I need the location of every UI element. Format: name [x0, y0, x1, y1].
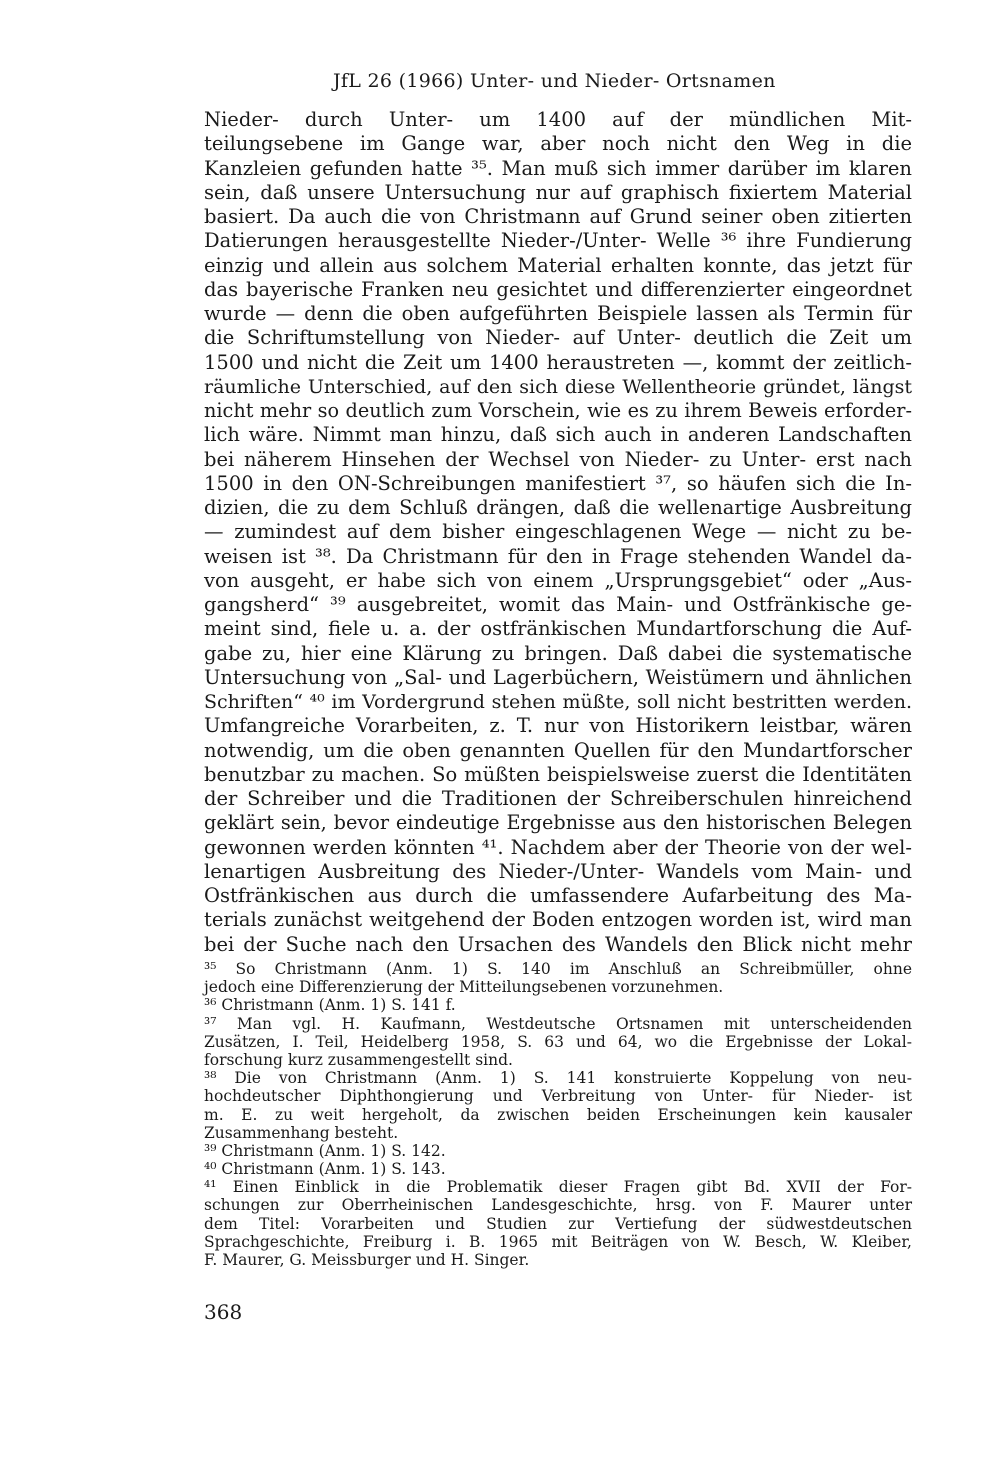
body-line: Umfangreiche Vorarbeiten, z. T. nur von Historikern leistbar, wären [204, 714, 912, 738]
body-line: wurde — denn die oben aufgeführten Beispiele lassen als Termin für [204, 302, 912, 325]
footnote-line: schungen zur Oberrheinischen Landesgeschichte, hrsg. von F. Maurer unter [204, 1196, 912, 1215]
body-line: notwendig, um die oben genannten Quellen für den Mundartforscher [204, 738, 912, 762]
body-line: sein, daß unsere Untersuchung nur auf graphisch fixiertem Material [204, 180, 912, 204]
footnote-line: ⁴⁰ Christmann (Anm. 1) S. 143. [204, 1160, 446, 1179]
body-line: Nieder- durch Unter- um 1400 auf der mündlichen Mit- [204, 108, 912, 131]
body-line: gewonnen werden könnten ⁴¹. Nachdem aber der Theorie von der wel- [204, 835, 912, 859]
body-line: bei näherem Hinsehen der Wechsel von Nieder- zu Unter- erst nach [204, 447, 912, 471]
footnote-line: ⁴¹ Einen Einblick in die Problematik dieser Fragen gibt Bd. XVII der For- [204, 1178, 912, 1197]
footnotes [204, 960, 912, 1269]
body-line: Untersuchung von „Sal- und Lagerbüchern, Weistümern und ähnlichen [204, 665, 912, 689]
footnote-line: Zusätzen, I. Teil, Heidelberg 1958, S. 63 und 64, wo die Ergebnisse der Lokal- [204, 1032, 912, 1051]
footnote-line: ³⁷ Man vgl. H. Kaufmann, Westdeutsche Ortsnamen mit unterscheidenden [204, 1014, 912, 1033]
body-line: gabe zu, hier eine Klärung zu bringen. Daß dabei die systematische [204, 641, 912, 665]
body-line: weisen ist ³⁸. Da Christmann für den in Frage stehenden Wandel da- [204, 544, 912, 568]
body-line: der Schreiber und die Traditionen der Schreiberschulen hinreichend [204, 787, 912, 810]
footnote-line: dem Titel: Vorarbeiten und Studien zur Vertiefung der südwestdeutschen [204, 1214, 912, 1233]
body-line: basiert. Da auch die von Christmann auf Grund seiner oben zitierten [204, 205, 912, 228]
body-line: bei der Suche nach den Ursachen des Wandels den Blick nicht mehr [204, 932, 912, 956]
footnote-line: Sprachgeschichte, Freiburg i. B. 1965 mit Beiträgen von W. Besch, W. Kleiber, [204, 1232, 912, 1251]
body-line: das bayerische Franken neu gesichtet und differenzierter eingeordnet [204, 277, 912, 301]
footnote-line: ³⁵ So Christmann (Anm. 1) S. 140 im Anschluß an Schreibmüller, ohne [204, 960, 912, 978]
body-line: 1500 in den ON-Schreibungen manifestiert ³⁷, so häufen sich die In- [204, 471, 912, 495]
footnote-line: jedoch eine Differenzierung der Mitteilungsebenen vorzunehmen. [204, 978, 724, 997]
body-line: benutzbar zu machen. So müßten beispielsweise zuerst die Identitäten [204, 762, 912, 786]
body-line: Kanzleien gefunden hatte ³⁵. Man muß sich immer darüber im klaren [204, 156, 912, 180]
body-line: die Schriftumstellung von Nieder- auf Unter- deutlich die Zeit um [204, 326, 912, 350]
body-line: terials zunächst weitgehend der Boden entzogen worden ist, wird man [204, 908, 912, 932]
footnote-line: F. Maurer, G. Meissburger und H. Singer. [204, 1251, 530, 1269]
footnote-line: Zusammenhang besteht. [204, 1123, 399, 1142]
body-line: 1500 und nicht die Zeit um 1400 heraustreten —, kommt der zeitlich- [204, 350, 912, 374]
body-line: Schriften“ ⁴⁰ im Vordergrund stehen müßte, soll nicht bestritten werden. [204, 691, 912, 713]
body-line: von ausgeht, er habe sich von einem „Ursprungsgebiet“ oder „Aus- [204, 568, 912, 592]
page-number: 368 [204, 1300, 243, 1324]
body-line: teilungsebene im Gange war, aber noch nicht den Weg in die [204, 132, 912, 156]
body-line: einzig und allein aus solchem Material erhalten konnte, das jetzt für [204, 253, 912, 277]
footnote-line: ³⁸ Die von Christmann (Anm. 1) S. 141 konstruierte Koppelung von neu- [204, 1069, 912, 1088]
body-line: gangsherd“ ³⁹ ausgebreitet, womit das Main- und Ostfränkische ge- [204, 593, 912, 616]
body-line: Datierungen herausgestellte Nieder-/Unter- Welle ³⁶ ihre Fundierung [204, 229, 912, 253]
body-line: dizien, die zu dem Schluß drängen, daß die wellenartige Ausbreitung [204, 496, 912, 519]
body-line: meint sind, fiele u. a. der ostfränkischen Mundartforschung die Auf- [204, 617, 912, 641]
body-line: geklärt sein, bevor eindeutige Ergebnisse aus den historischen Belegen [204, 811, 912, 835]
footnote-line: m. E. zu weit hergeholt, da zwischen beiden Erscheinungen kein kausaler [204, 1105, 912, 1124]
footnote-line: forschung kurz zusammengestellt sind. [204, 1050, 513, 1069]
body-line: lenartigen Ausbreitung des Nieder-/Unter- Wandels vom Main- und [204, 859, 912, 883]
body-line: nicht mehr so deutlich zum Vorschein, wie es zu ihrem Beweis erforder- [204, 399, 912, 422]
footnote-line: ³⁹ Christmann (Anm. 1) S. 142. [204, 1141, 446, 1160]
footnote-line: hochdeutscher Diphthongierung und Verbreitung von Unter- für Nieder- ist [204, 1087, 912, 1106]
running-head: JfL 26 (1966) Unter- und Nieder- Ortsnamen [333, 70, 776, 92]
body-line: räumliche Unterschied, auf den sich diese Wellentheorie gründet, längst [204, 375, 912, 398]
footnote-line: ³⁶ Christmann (Anm. 1) S. 141 f. [204, 996, 456, 1015]
body-text [204, 108, 912, 957]
body-line: Ostfränkischen aus durch die umfassendere Aufarbeitung des Ma- [204, 884, 912, 907]
body-line: — zumindest auf dem bisher eingeschlagenen Wege — nicht zu be- [204, 520, 912, 544]
body-line: lich wäre. Nimmt man hinzu, daß sich auch in anderen Landschaften [204, 423, 912, 447]
